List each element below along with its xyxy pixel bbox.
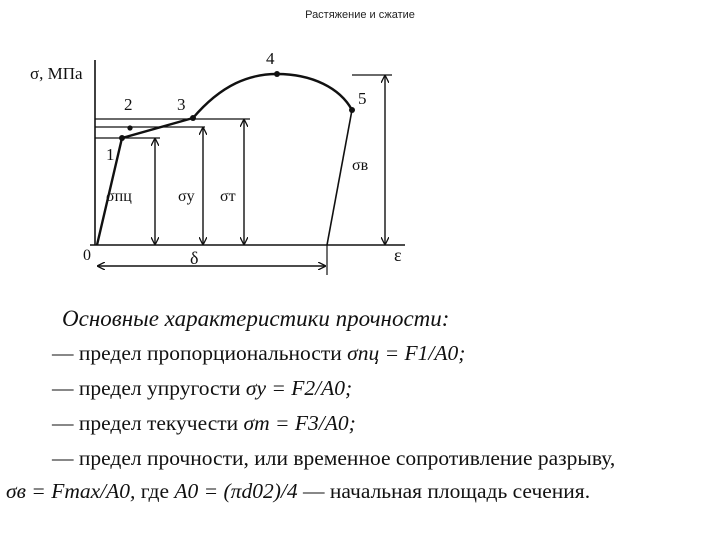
- list-dash: —: [52, 341, 74, 365]
- section-heading: Основные характеристики прочности:: [62, 306, 450, 331]
- curve-point-1: [119, 135, 125, 141]
- curve-point-4: [274, 71, 280, 77]
- list-dash: —: [52, 446, 74, 470]
- sigma-b-label: σв: [352, 157, 369, 174]
- stress-strain-curve-linear: [97, 118, 193, 245]
- slide-title: Растяжение и сжатие: [305, 9, 415, 21]
- origin-label: 0: [83, 247, 91, 264]
- sigma-pc-label: σпц: [106, 188, 132, 205]
- item-formula: σт = F3/A0;: [243, 411, 356, 435]
- curve-point-2: [127, 125, 132, 130]
- point-label-2: 2: [124, 95, 133, 114]
- item-text: предел текучести: [78, 411, 239, 435]
- point-label-3: 3: [177, 95, 186, 114]
- area-description: — начальная площадь сечения.: [302, 479, 591, 503]
- item-proportionality-limit: [52, 340, 465, 366]
- y-axis-label: σ, МПа: [30, 64, 83, 83]
- point-label-1: 1: [106, 145, 115, 164]
- x-axis-label: ε: [394, 245, 402, 265]
- stress-strain-curve-fracture: [327, 110, 352, 245]
- curve-point-3: [190, 115, 196, 121]
- stress-strain-curve-hardening: [193, 74, 352, 118]
- sigma-u-label: σу: [178, 188, 195, 205]
- item-ultimate-strength: [52, 445, 615, 471]
- item-elastic-limit: [52, 375, 352, 401]
- sigma-b-formula: σв = Fmax/A0,: [6, 479, 136, 503]
- list-dash: —: [52, 411, 74, 435]
- item-text: предел прочности, или временное сопротивление разрыву,: [78, 446, 616, 470]
- list-dash: —: [52, 376, 74, 400]
- delta-label: δ: [190, 248, 199, 268]
- item-formula: σу = F2/A0;: [245, 376, 353, 400]
- item-text: предел упругости: [78, 376, 241, 400]
- item-formula: σпц = F1/A0;: [347, 341, 466, 365]
- item-text: предел пропорциональности: [78, 341, 342, 365]
- area-formula: A0 = (πd02)/4: [174, 479, 298, 503]
- point-label-5: 5: [358, 89, 367, 108]
- point-label-4: 4: [266, 49, 275, 68]
- item-yield-limit: [52, 410, 356, 436]
- where-word: где: [140, 479, 169, 503]
- sigma-t-label: σт: [220, 188, 236, 205]
- curve-point-5: [349, 107, 355, 113]
- ultimate-strength-formula-line: [6, 478, 590, 504]
